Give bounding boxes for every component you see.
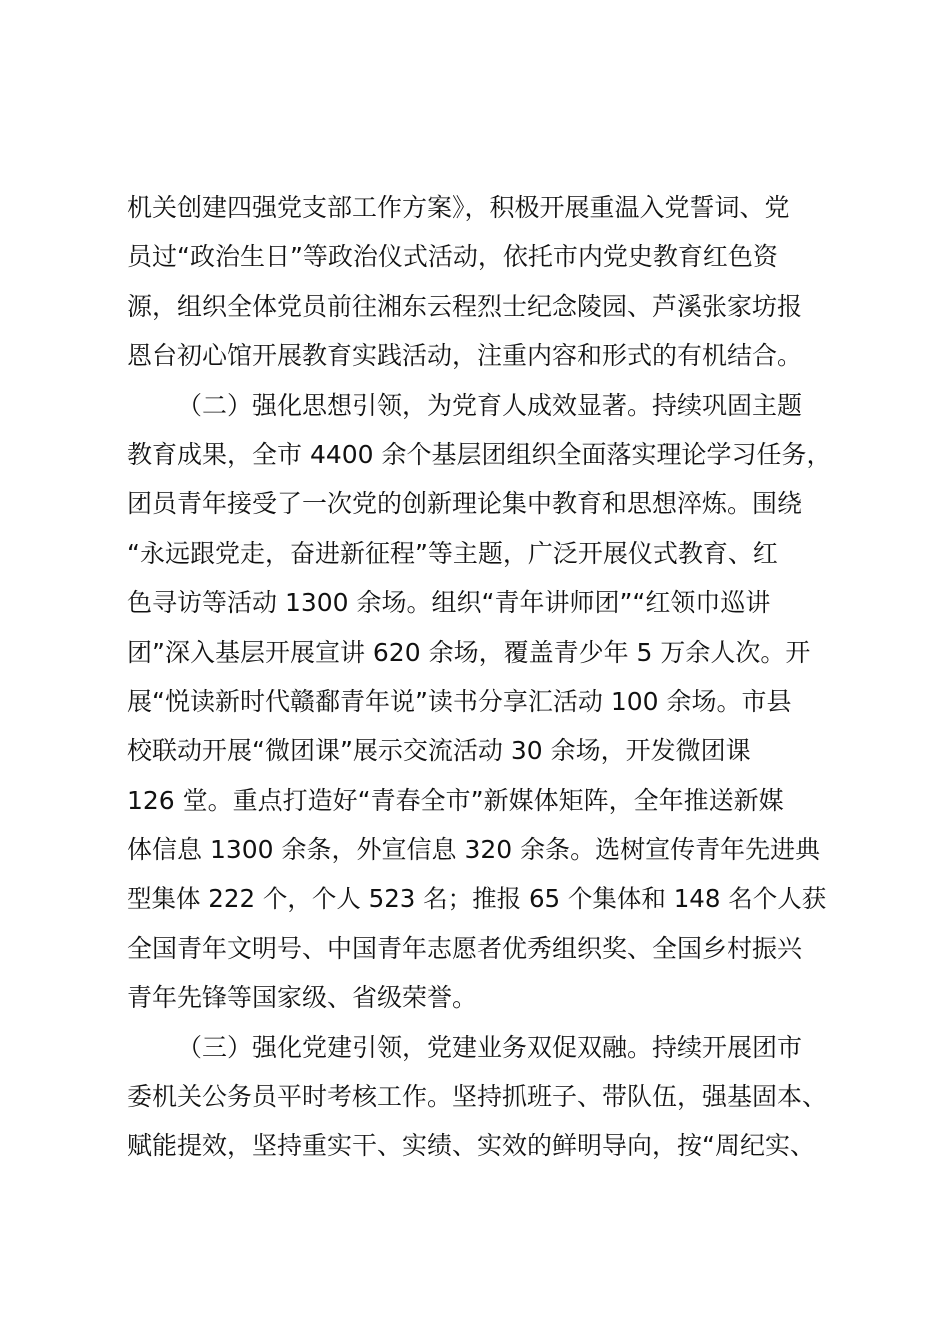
- text-line: “永远跟党走，奋进新征程”等主题，广泛开展仪式教育、红: [127, 538, 778, 568]
- text-line: 校联动开展“微团课”展示交流活动 30 余场，开发微团课: [127, 736, 751, 766]
- text-line: 源，组织全体党员前往湘东云程烈士纪念陵园、芦溪张家坊报: [127, 291, 803, 321]
- text-line: 团”深入基层开展宣讲 620 余场，覆盖青少年 5 万余人次。开: [127, 637, 811, 667]
- text-line: 委机关公务员平时考核工作。坚持抓班子、带队伍，强基固本、: [127, 1082, 828, 1112]
- text-line: 展“悦读新时代赣鄱青年说”读书分享汇活动 100 余场。市县: [127, 686, 792, 716]
- text-line: 员过“政治生日”等政治仪式活动，依托市内党史教育红色资: [127, 242, 778, 272]
- text-line: 赋能提效，坚持重实干、实绩、实效的鲜明导向，按“周纪实、: [127, 1131, 815, 1161]
- text-line: 色寻访等活动 1300 余场。组织“青年讲师团”“红领巾巡讲: [127, 588, 771, 618]
- text-line: 全国青年文明号、中国青年志愿者优秀组织奖、全国乡村振兴: [127, 933, 803, 963]
- text-line: 青年先锋等国家级、省级荣誉。: [127, 983, 478, 1013]
- text-line: 126 堂。重点打造好“青春全市”新媒体矩阵，全年推送新媒: [127, 785, 784, 815]
- text-line: 恩台初心馆开展教育实践活动，注重内容和形式的有机结合。: [127, 341, 803, 371]
- text-line: 团员青年接受了一次党的创新理论集中教育和思想淬炼。围绕: [127, 489, 803, 519]
- paragraph-heading-line: （三）强化党建引领，党建业务双促双融。持续开展团市: [177, 1032, 803, 1062]
- paragraph-heading-line: （二）强化思想引领，为党育人成效显著。持续巩固主题: [177, 390, 803, 420]
- text-line: 机关创建四强党支部工作方案》，积极开展重温入党誓词、党: [127, 193, 790, 222]
- text-line: 教育成果，全市 4400 余个基层团组织全面落实理论学习任务，: [127, 439, 832, 469]
- text-line: 型集体 222 个，个人 523 名；推报 65 个集体和 148 名个人获: [127, 884, 827, 914]
- document-body: [127, 183, 837, 1171]
- text-line: 体信息 1300 余条，外宣信息 320 余条。选树宣传青年先进典: [127, 835, 821, 865]
